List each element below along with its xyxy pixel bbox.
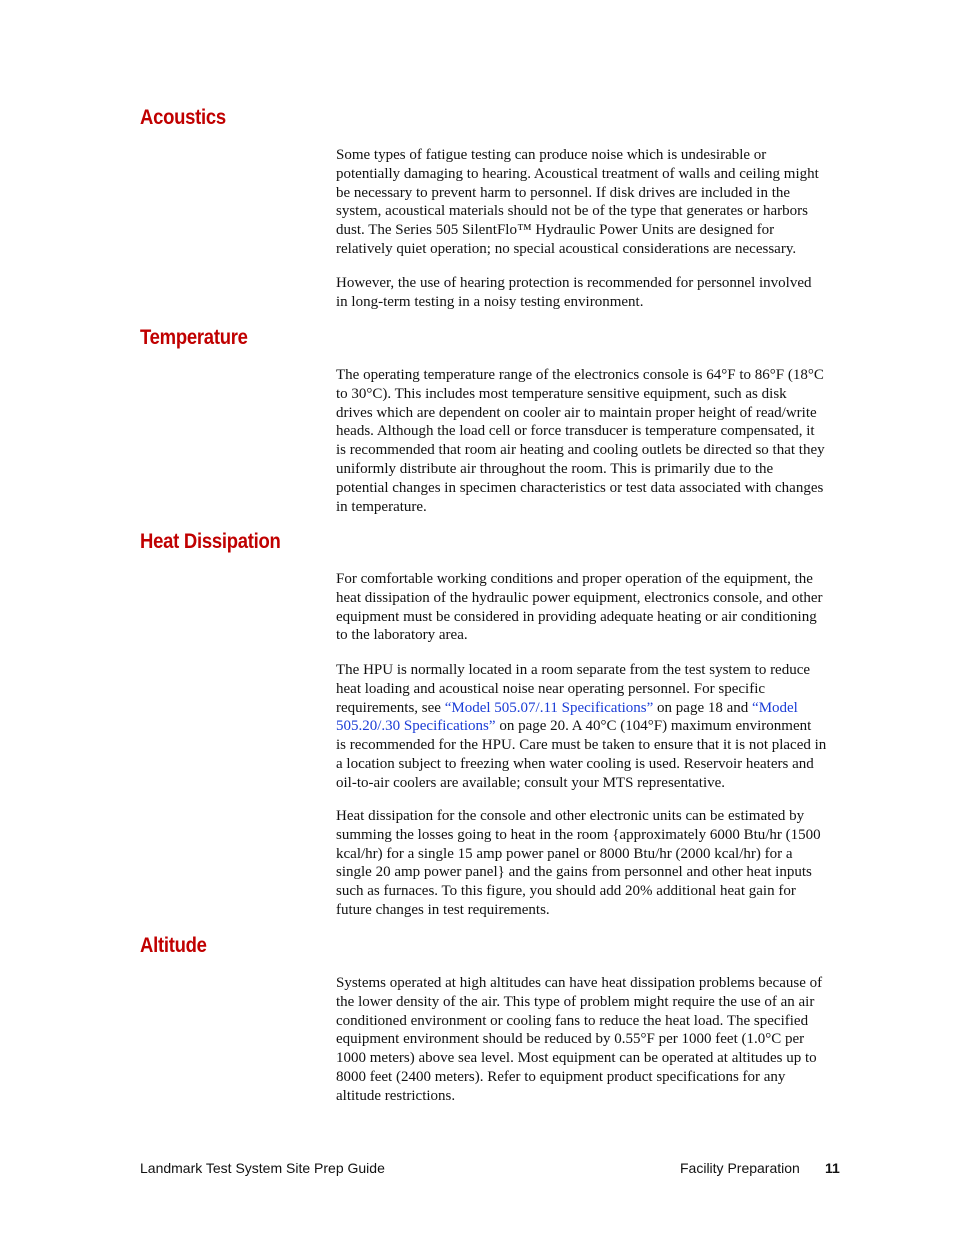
link-model-505-20-30-specifications[interactable]: “Model bbox=[752, 699, 798, 716]
temperature-paragraph-1 bbox=[336, 366, 842, 516]
text-line: Some types of fatigue testing can produce noise which is undesirable or bbox=[336, 147, 767, 163]
section-heading-heat-dissipation: Heat Dissipation bbox=[140, 530, 281, 553]
text-line: is recommended for the HPU. Care must be taken to ensure that it is not placed in bbox=[336, 737, 827, 754]
text-line: is recommended that room air heating and cooling outlets be directed so that they bbox=[336, 442, 825, 459]
text-fragment: on page 18 and bbox=[653, 699, 753, 716]
text-line: the lower density of the air. This type of problem might require the use of an air bbox=[336, 993, 815, 1010]
text-line: dust. The Series 505 SilentFlo™ Hydraulic Power Units are designed for bbox=[336, 222, 775, 239]
text-line: conditioned environment or cooling fans to reduce the heat load. The specified bbox=[336, 1012, 809, 1029]
text-fragment: requirements, see bbox=[336, 699, 445, 716]
text-line: potentially damaging to hearing. Acoustical treatment of walls and ceiling might bbox=[336, 165, 819, 182]
text-line: single 20 amp power panel} and the gains from personnel and other heat inputs bbox=[336, 864, 812, 881]
text-line: potential changes in specimen characteristics or test data associated with changes bbox=[336, 479, 824, 496]
text-line: relatively quiet operation; no special acoustical considerations are necessary. bbox=[336, 240, 797, 257]
text-line bbox=[336, 699, 842, 718]
text-line: 8000 feet (2400 meters). Refer to equipment product specifications for any bbox=[336, 1068, 786, 1085]
text-line: future changes in test requirements. bbox=[336, 901, 550, 918]
section-heading-altitude: Altitude bbox=[140, 934, 207, 957]
link-model-505-07-11-specifications[interactable]: “Model 505.07/.11 Specifications” bbox=[444, 699, 654, 716]
footer-page-number: 11 bbox=[825, 1160, 840, 1176]
text-line: heat dissipation of the hydraulic power equipment, electronics console, and other bbox=[336, 589, 823, 606]
text-line: 1000 meters) above sea level. Most equipment can be operated at altitudes up to bbox=[336, 1050, 817, 1067]
heat-dissipation-paragraph-3 bbox=[336, 807, 842, 920]
text-line bbox=[336, 717, 842, 736]
text-line: However, the use of hearing protection is recommended for personnel involved bbox=[336, 275, 812, 291]
text-line: oil-to-air coolers are available; consult your MTS representative. bbox=[336, 774, 726, 791]
text-line: Systems operated at high altitudes can have heat dissipation problems because of bbox=[336, 975, 823, 991]
text-line: in long-term testing in a noisy testing environment. bbox=[336, 293, 644, 310]
text-line: system, acoustical materials should not be of the type that generates or harbors bbox=[336, 203, 808, 220]
section-heading-temperature: Temperature bbox=[140, 326, 248, 349]
text-line: altitude restrictions. bbox=[336, 1087, 456, 1104]
text-line: kcal/hr) for a single 15 amp power panel or 8000 Btu/hr (2000 kcal/hr) for a bbox=[336, 845, 793, 862]
text-line: equipment environment should be reduced by 0.55°F per 1000 feet (1.0°C per bbox=[336, 1031, 805, 1048]
section-heading-acoustics: Acoustics bbox=[140, 106, 226, 129]
text-line: Heat dissipation for the console and other electronic units can be estimated by bbox=[336, 808, 805, 824]
text-line: equipment must be considered in providing adequate heating or air conditioning bbox=[336, 608, 817, 625]
acoustics-paragraph-1 bbox=[336, 146, 842, 259]
text-line: For comfortable working conditions and proper operation of the equipment, the bbox=[336, 571, 813, 587]
heat-dissipation-paragraph-2 bbox=[336, 661, 842, 793]
text-line: to the laboratory area. bbox=[336, 627, 468, 644]
text-line: a location subject to freezing when water cooling is used. Reservoir heaters and bbox=[336, 755, 814, 772]
text-fragment: on page 20. A 40°C (104°F) maximum environment bbox=[495, 718, 812, 735]
text-line: be necessary to prevent harm to personnel. If disk drives are included in the bbox=[336, 184, 791, 201]
text-line: heads. Although the load cell or force transducer is temperature compensated, it bbox=[336, 423, 815, 440]
text-line: drives which are dependent on cooler air to maintain proper height of read/write bbox=[336, 404, 817, 421]
text-line: summing the losses going to heat in the room {approximately 6000 Btu/hr (1500 bbox=[336, 826, 821, 843]
text-line: in temperature. bbox=[336, 498, 427, 515]
text-line: The HPU is normally located in a room separate from the test system to reduce bbox=[336, 662, 811, 678]
acoustics-paragraph-2 bbox=[336, 274, 842, 312]
footer-chapter-title: Facility Preparation bbox=[680, 1160, 800, 1176]
text-line: to 30°C). This includes most temperature sensitive equipment, such as disk bbox=[336, 385, 787, 402]
heat-dissipation-paragraph-1 bbox=[336, 570, 842, 645]
text-line: uniformly distribute air throughout the room. This is primarily due to the bbox=[336, 460, 774, 477]
footer-document-title: Landmark Test System Site Prep Guide bbox=[140, 1160, 385, 1176]
text-line: heat loading and acoustical noise near operating personnel. For specific bbox=[336, 680, 766, 697]
link-model-505-20-30-specifications-continued[interactable]: 505.20/.30 Specifications” bbox=[336, 718, 496, 735]
text-line: The operating temperature range of the electronics console is 64°F to 86°F (18°C bbox=[336, 367, 824, 383]
altitude-paragraph-1 bbox=[336, 974, 842, 1106]
text-line: such as furnaces. To this figure, you should add 20% additional heat gain for bbox=[336, 883, 796, 900]
